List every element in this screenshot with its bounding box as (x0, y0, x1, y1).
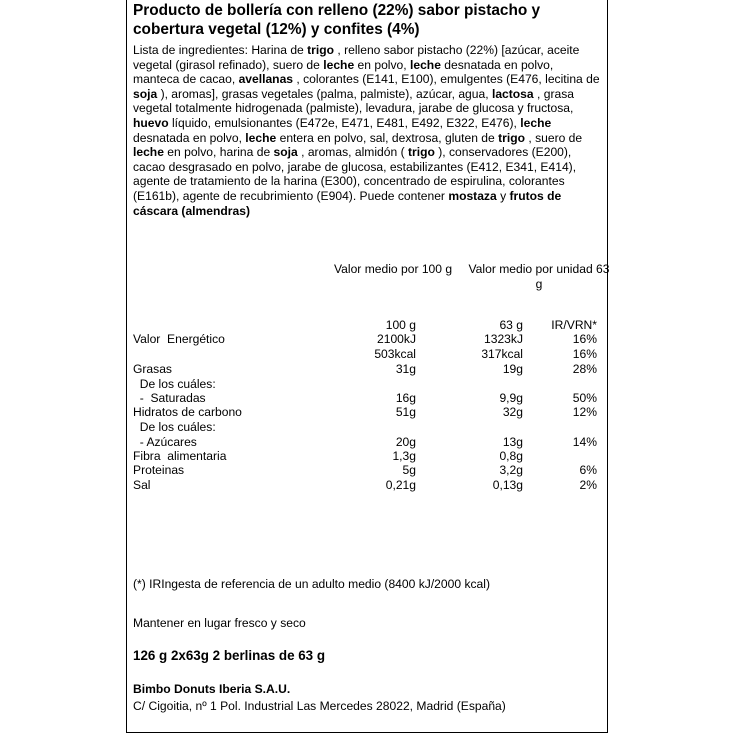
value-ir-vrn: 50% (572, 391, 597, 405)
value-per-100g: 0,21g (385, 478, 416, 492)
nutrient-label: Valor Energético (133, 332, 225, 346)
value-per-unit: 1323kJ (484, 332, 523, 346)
ingredients-text: y (496, 188, 510, 203)
allergen-text: leche (410, 57, 441, 72)
allergen-text: leche (323, 57, 355, 72)
value-ir-vrn: 14% (572, 435, 597, 449)
nutrient-label: Proteinas (133, 463, 185, 477)
allergen-text: frutos de cáscara (almendras) (133, 188, 562, 218)
ingredients-text: , relleno sabor pistacho (22%) [azúcar, aceite vegetal (girasol refinado), suero de (133, 43, 580, 72)
allergen-text: leche (133, 145, 164, 160)
value-per-unit: 0,13g (492, 478, 523, 492)
allergen-text: avellanas (238, 72, 294, 87)
ingredients-text: , grasa vegetal totalmente hidrogenada (palmiste), levadura, jarabe de glucosa y fructosa, (133, 86, 574, 116)
value-per-100g: 5g (402, 463, 416, 477)
ingredients-text: Lista de ingredientes: Harina de (133, 43, 308, 57)
allergen-text: leche (520, 115, 552, 130)
allergen-text: huevo (133, 115, 169, 130)
value-per-100g: 16g (395, 391, 416, 405)
allergen-text: soja (273, 145, 298, 160)
value-per-100g: 51g (395, 405, 416, 419)
reference-intake-footnote: (*) IRIngesta de referencia de un adulto medio (8400 kJ/2000 kcal) (133, 577, 490, 591)
ingredients-text: ), aromas], grasas vegetales (palma, palmiste), azúcar, agua, (157, 86, 492, 101)
value-ir-vrn: 28% (572, 362, 597, 376)
value-ir-vrn: 2% (579, 478, 597, 492)
nutrient-label: De los cuáles: (133, 377, 216, 391)
value-per-unit: 13g (502, 435, 523, 449)
value-ir-vrn: 12% (572, 405, 597, 419)
value-per-unit: 9,9g (499, 391, 523, 405)
ingredients-text: en polvo, harina de (163, 145, 274, 160)
allergen-text: leche (245, 130, 277, 145)
ingredients-text: , aromas, almidón ( (297, 145, 408, 160)
subheader-100g: 100 g (385, 318, 416, 332)
ingredients-text: ), conservadores (E200), cacao desgrasado en polvo, jarabe de glucosa, estabilizantes (E412, E341, E414), agente de tratamiento de la harina (E300), concentrado de espirulina, colorantes (E161b), agente de recubrimiento (E904). Puede contener (133, 145, 577, 203)
company-address: C/ Cigoitia, nº 1 Pol. Industrial Las Mercedes 28022, Madrid (España) (133, 699, 506, 713)
value-per-100g: 20g (395, 435, 416, 449)
product-title: Producto de bollería con relleno (22%) sabor pistacho y cobertura vegetal (12%) y confites (4%) (133, 2, 541, 38)
value-per-unit: 317kcal (481, 347, 523, 361)
value-per-unit: 3,2g (499, 463, 523, 477)
subheader-63g: 63 g (499, 318, 523, 332)
allergen-text: lactosa (491, 86, 534, 101)
allergen-text: soja (133, 86, 158, 101)
nutrient-label: Sal (133, 478, 151, 492)
ingredients-text: , suero de (524, 130, 583, 145)
value-per-100g: 1,3g (392, 449, 416, 463)
company-name: Bimbo Donuts Iberia S.A.U. (133, 682, 291, 696)
subheader-ir-vrn: IR/VRN* (551, 318, 597, 332)
value-per-unit: 0,8g (499, 449, 523, 463)
ingredients-text: desnatada en polvo, manteca de cacao, (133, 57, 554, 87)
ingredients-text: desnatada en polvo, (133, 130, 246, 145)
value-ir-vrn: 16% (572, 332, 597, 346)
ingredients-list (133, 43, 601, 218)
column-header-unit: Valor medio por unidad 63 g (468, 262, 610, 291)
value-per-unit: 32g (502, 405, 523, 419)
allergen-text: trigo (407, 145, 435, 160)
nutrient-label: Fibra alimentaria (133, 449, 227, 463)
value-per-100g: 503kcal (374, 347, 416, 361)
value-per-100g: 2100kJ (377, 332, 416, 346)
allergen-text: trigo (498, 130, 525, 145)
value-per-100g: 31g (395, 362, 416, 376)
storage-instructions: Mantener en lugar fresco y seco (133, 616, 306, 630)
nutrient-label: Grasas (133, 362, 172, 376)
nutrient-label: - Azúcares (133, 435, 197, 449)
ingredients-text: entera en polvo, sal, dextrosa, gluten de (276, 130, 499, 145)
allergen-text: trigo (307, 43, 335, 57)
allergen-text: mostaza (448, 188, 497, 203)
nutrient-label: De los cuáles: (133, 420, 216, 434)
value-ir-vrn: 6% (579, 463, 597, 477)
nutrient-label: Hidratos de carbono (133, 405, 242, 419)
column-header-100g: Valor medio por 100 g (334, 262, 453, 276)
ingredients-text: , colorantes (E141, E100), emulgentes (E476, lecitina de (293, 72, 600, 87)
ingredients-text: en polvo, (354, 57, 410, 72)
value-per-unit: 19g (502, 362, 523, 376)
value-ir-vrn: 16% (572, 347, 597, 361)
nutrient-label: - Saturadas (133, 391, 206, 405)
net-weight: 126 g 2x63g 2 berlinas de 63 g (133, 648, 326, 663)
ingredients-text: líquido, emulsionantes (E472e, E471, E481, E492, E322, E476), (168, 115, 521, 130)
